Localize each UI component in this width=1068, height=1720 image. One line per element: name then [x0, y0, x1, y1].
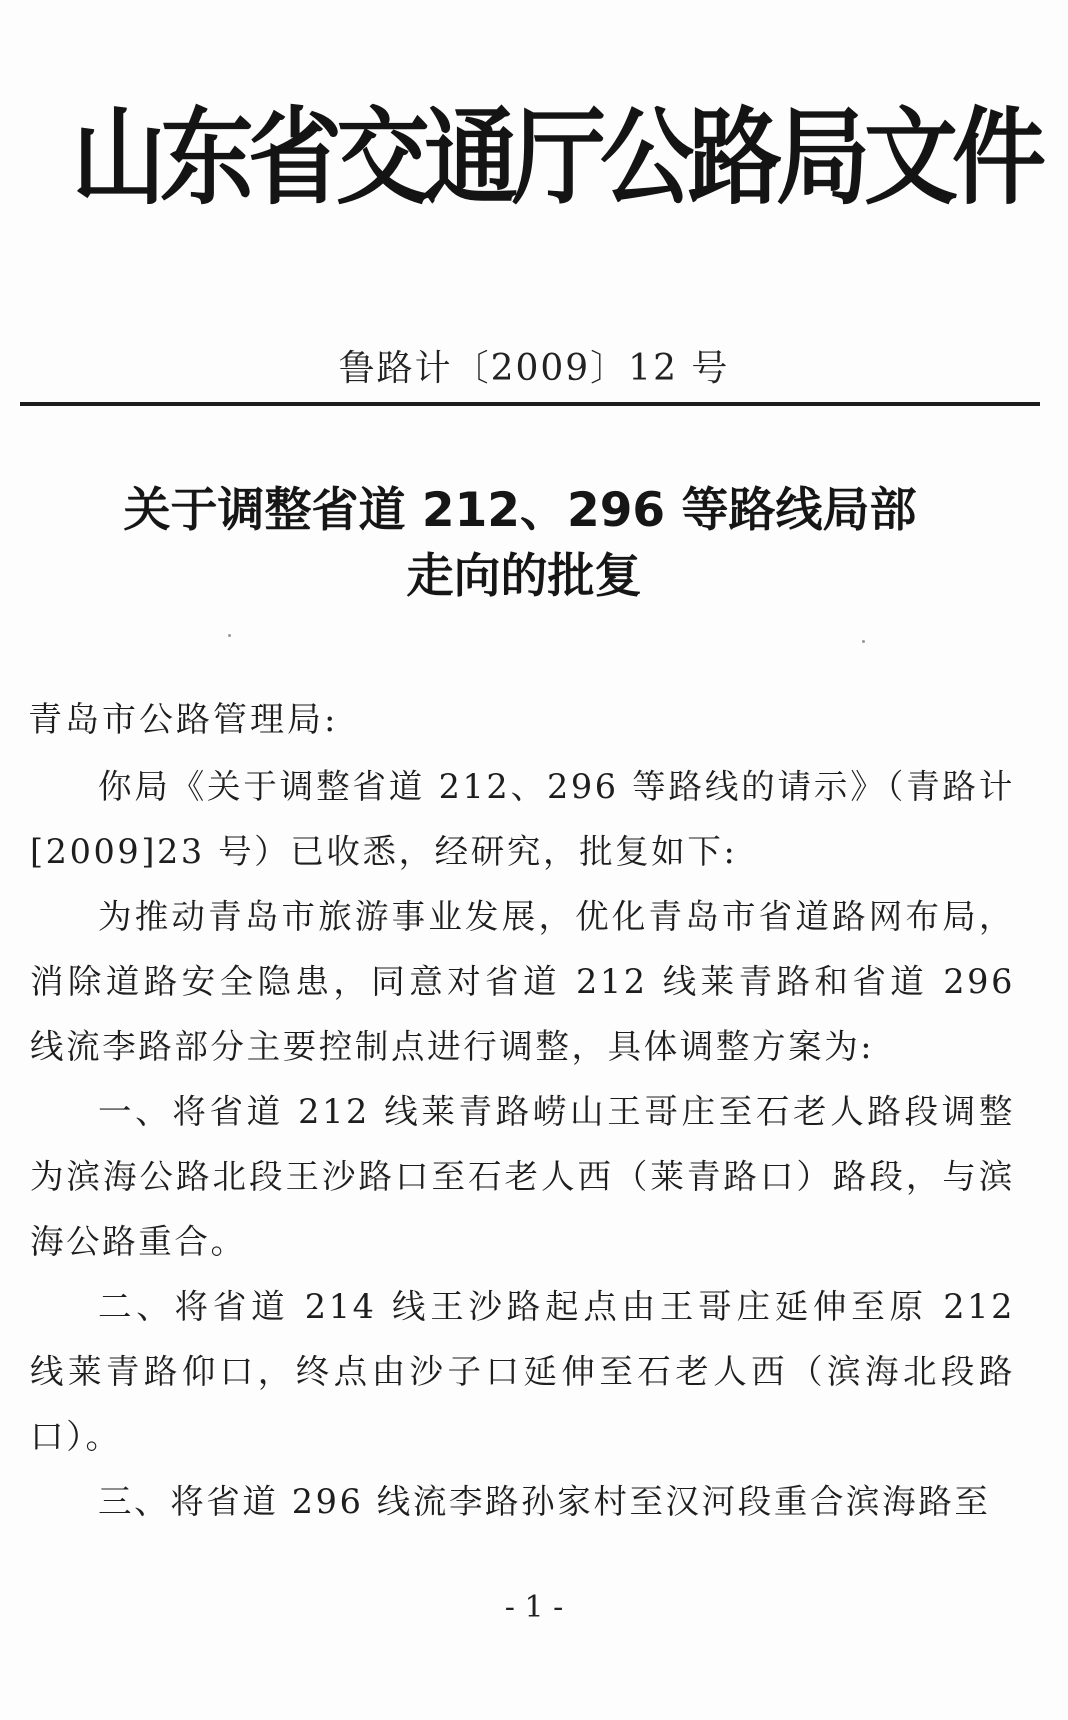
scan-speck: [862, 640, 865, 643]
body-paragraph-3: 一、将省道 212 线莱青路崂山王哥庄至石老人路段调整为滨海公路北段王沙路口至石老人西（莱青路口）路段，与滨海公路重合。: [30, 1092, 1015, 1261]
document-body: [30, 754, 1015, 1534]
body-paragraph-5: 三、将省道 296 线流李路孙家村至汉河段重合滨海路至: [98, 1482, 991, 1521]
document-number: 鲁路计〔2009〕12 号: [338, 348, 730, 389]
body-paragraph-2: 为推动青岛市旅游事业发展，优化青岛市省道路网布局，消除道路安全隐患，同意对省道 212 线莱青路和省道 296 线流李路部分主要控制点进行调整，具体调整方案为:: [30, 897, 1015, 1066]
addressee: 青岛市公路管理局:: [28, 700, 339, 740]
body-paragraph-4: 二、将省道 214 线王沙路起点由王哥庄延伸至原 212 线莱青路仰口，终点由沙子口延伸至石老人西（滨海北段路口）。: [30, 1287, 1015, 1456]
page-number: - 1 -: [504, 1590, 564, 1625]
body-paragraph-1: 你局《关于调整省道 212、296 等路线的请示》（青路计[2009]23 号）已收悉，经研究，批复如下:: [30, 767, 1015, 871]
scan-speck: [228, 634, 231, 637]
issuer-title: 山东省交通厅公路局文件: [72, 97, 1041, 220]
header-divider: [20, 402, 1040, 406]
document-subject: [0, 478, 1068, 610]
subject-line-2: 走向的批复: [406, 549, 642, 604]
subject-line-1: 关于调整省道 212、296 等路线局部: [123, 483, 917, 538]
